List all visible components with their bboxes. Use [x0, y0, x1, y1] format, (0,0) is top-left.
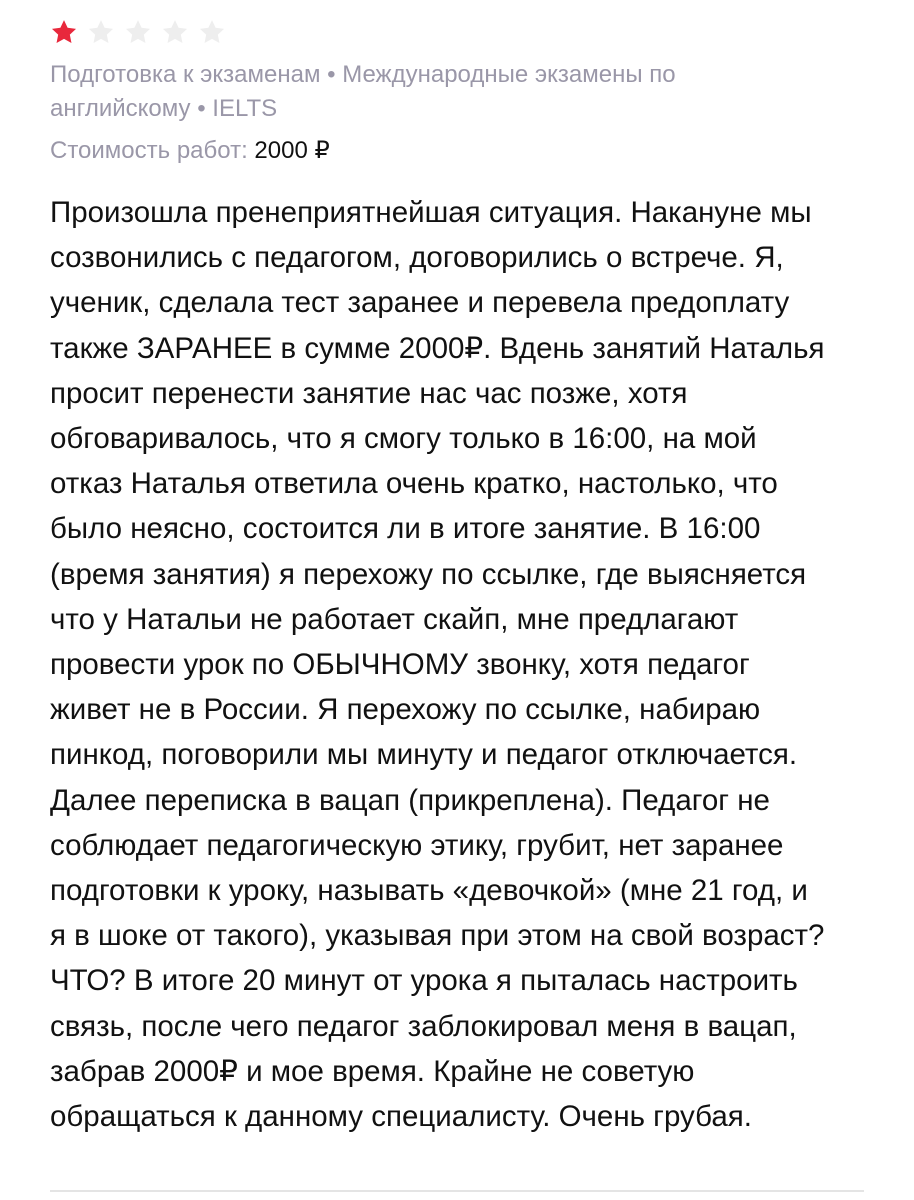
service-breadcrumb [50, 58, 870, 126]
price-label: Стоимость работ: [50, 137, 248, 164]
star-empty-icon [161, 18, 189, 46]
review-text-line: живет не в России. Я перехожу по ссылке, набираю [50, 693, 761, 727]
review-text-line: ученик, сделала тест заранее и перевела предоплату [50, 286, 790, 320]
review-text-line: созвонились с педагогом, договорились о встрече. Я, [50, 241, 784, 275]
breadcrumb-line: Подготовка к экзаменам • Международные экзамены по [50, 61, 676, 88]
review-text-line: Далее переписка в вацап (прикреплена). Педагог не [50, 783, 770, 817]
review-text [50, 190, 870, 1139]
review-text-line: просит перенести занятие нас час позже, хотя [50, 376, 688, 410]
star-filled-icon [50, 18, 78, 46]
star-empty-icon [87, 18, 115, 46]
review-text-line: Произошла пренеприятнейшая ситуация. Накануне мы [50, 196, 812, 229]
review-text-line: я в шоке от такого), указывая при этом на свой возраст? [50, 919, 825, 953]
review-text-line: пинкод, поговорили мы минуту и педагог отключается. [50, 738, 798, 772]
review-text-line: также ЗАРАНЕЕ в сумме 2000₽. Вдень занятий Наталья [50, 331, 825, 365]
star-rating [50, 14, 870, 50]
price-value: 2000 ₽ [254, 137, 330, 164]
review-card [50, 14, 870, 1139]
review-text-line: обращаться к данному специалисту. Очень грубая. [50, 1100, 752, 1134]
review-text-line: соблюдает педагогическую этику, грубит, нет заранее [50, 828, 784, 862]
review-text-line: (время занятия) я перехожу по ссылке, где выясняется [50, 557, 807, 591]
star-empty-icon [124, 18, 152, 46]
review-text-line: обговаривалось, что я смогу только в 16:00, на мой [50, 422, 757, 456]
review-text-line: забрав 2000₽ и мое время. Крайне не советую [50, 1054, 695, 1088]
divider [50, 1190, 864, 1192]
review-text-line: было неясно, состоится ли в итоге занятие. В 16:00 [50, 512, 761, 546]
review-text-line: отказ Наталья ответила очень кратко, настолько, что [50, 467, 778, 501]
review-text-line: провести урок по ОБЫЧНОМУ звонку, хотя педагог [50, 648, 750, 682]
review-text-line: ЧТО? В итоге 20 минут от урока я пыталась настроить [50, 964, 798, 998]
review-text-line: связь, после чего педагог заблокировал меня в вацап, [50, 1009, 797, 1043]
star-empty-icon [198, 18, 226, 46]
price-row [50, 134, 870, 168]
breadcrumb-line: английскому • IELTS [50, 95, 278, 122]
review-text-line: подготовки к уроку, называть «девочкой» (мне 21 год, и [50, 874, 808, 908]
review-text-line: что у Натальи не работает скайп, мне предлагают [50, 602, 739, 636]
